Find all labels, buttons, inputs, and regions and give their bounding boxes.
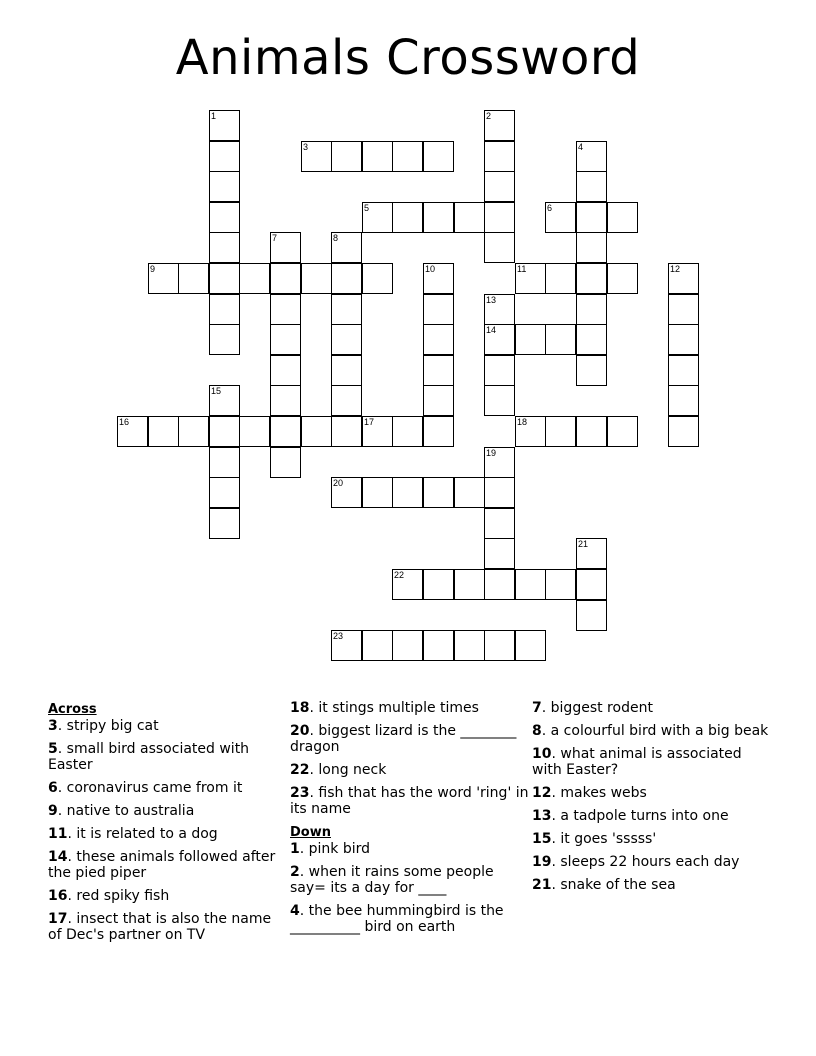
crossword-cell[interactable]: [209, 263, 240, 294]
clue-number-label: 6: [547, 203, 553, 213]
crossword-cell[interactable]: [576, 294, 607, 325]
down-heading: Down: [290, 825, 331, 840]
crossword-cell[interactable]: [484, 447, 515, 478]
crossword-cell[interactable]: [362, 477, 393, 508]
crossword-cell[interactable]: [423, 569, 454, 600]
clue-down-4: 4. the bee hummingbird is the __________ bird on earth: [290, 903, 504, 935]
crossword-cell[interactable]: [423, 630, 454, 661]
crossword-cell[interactable]: [668, 263, 699, 294]
clues-column-2: [290, 700, 530, 942]
crossword-cell[interactable]: [668, 324, 699, 355]
clue-number-label: 11: [517, 264, 527, 274]
crossword-cell[interactable]: [392, 569, 423, 600]
crossword-cell[interactable]: [668, 294, 699, 325]
crossword-cell[interactable]: [576, 538, 607, 569]
crossword-cell[interactable]: [209, 202, 240, 233]
crossword-cell[interactable]: [331, 477, 362, 508]
crossword-cell[interactable]: [484, 202, 515, 233]
clue-across-3: 3. stripy big cat: [48, 718, 159, 734]
crossword-cell[interactable]: [423, 202, 454, 233]
clue-across-9: 9. native to australia: [48, 803, 195, 819]
crossword-cell[interactable]: [423, 416, 454, 447]
crossword-cell[interactable]: [148, 416, 179, 447]
clue-down-10: 10. what animal is associated with Easter?: [532, 746, 742, 778]
clues-column-3: [532, 700, 772, 900]
clue-down-12: 12. makes webs: [532, 785, 647, 801]
crossword-cell[interactable]: [515, 263, 546, 294]
crossword-cell[interactable]: [576, 171, 607, 202]
clue-number-label: 20: [333, 478, 344, 488]
crossword-cell[interactable]: [209, 447, 240, 478]
crossword-cell[interactable]: [484, 630, 515, 661]
crossword-cell[interactable]: [148, 263, 179, 294]
crossword-cell[interactable]: [515, 630, 546, 661]
clue-number-label: 21: [578, 539, 589, 549]
crossword-cell[interactable]: [270, 416, 301, 447]
clue-down-8: 8. a colourful bird with a big beak: [532, 723, 769, 739]
crossword-cell[interactable]: [209, 232, 240, 263]
crossword-cell[interactable]: [178, 416, 209, 447]
crossword-cell[interactable]: [362, 630, 393, 661]
clue-number-label: 22: [394, 570, 405, 580]
clue-across-11: 11. it is related to a dog: [48, 826, 218, 842]
crossword-cell[interactable]: [484, 141, 515, 172]
crossword-cell[interactable]: [484, 232, 515, 263]
crossword-cell[interactable]: [301, 141, 332, 172]
clue-number-label: 1: [211, 111, 217, 121]
crossword-cell[interactable]: [484, 385, 515, 416]
crossword-cell[interactable]: [331, 416, 362, 447]
crossword-cell[interactable]: [545, 324, 576, 355]
crossword-cell[interactable]: [576, 263, 607, 294]
crossword-cell[interactable]: [576, 355, 607, 386]
crossword-cell[interactable]: [117, 416, 148, 447]
clue-down-2: 2. when it rains some people say= its a day for ____: [290, 864, 494, 896]
clue-number-label: 2: [486, 111, 492, 121]
crossword-cell[interactable]: [576, 569, 607, 600]
crossword-cell[interactable]: [607, 263, 638, 294]
crossword-cell[interactable]: [392, 416, 423, 447]
crossword-cell[interactable]: [454, 202, 485, 233]
crossword-cell[interactable]: [484, 538, 515, 569]
clue-down-21: 21. snake of the sea: [532, 877, 676, 893]
crossword-cell[interactable]: [515, 569, 546, 600]
crossword-cell[interactable]: [362, 416, 393, 447]
crossword-cell[interactable]: [515, 416, 546, 447]
clue-down-1: 1. pink bird: [290, 841, 371, 857]
crossword-cell[interactable]: [392, 202, 423, 233]
crossword-cell[interactable]: [270, 232, 301, 263]
clue-across-14: 14. these animals followed after the pied piper: [48, 849, 276, 881]
clue-number-label: 23: [333, 631, 344, 641]
crossword-cell[interactable]: [545, 202, 576, 233]
clue-across-23: 23. fish that has the word 'ring' in its name: [290, 785, 529, 817]
crossword-cell[interactable]: [362, 202, 393, 233]
crossword-cell[interactable]: [668, 355, 699, 386]
clue-number-label: 15: [211, 386, 222, 396]
crossword-cell[interactable]: [270, 385, 301, 416]
clue-down-7: 7. biggest rodent: [532, 700, 653, 716]
crossword-cell[interactable]: [423, 477, 454, 508]
clue-across-16: 16. red spiky fish: [48, 888, 170, 904]
clue-number-label: 10: [425, 264, 436, 274]
crossword-cell[interactable]: [576, 141, 607, 172]
clue-across-6: 6. coronavirus came from it: [48, 780, 243, 796]
crossword-cell[interactable]: [545, 263, 576, 294]
clue-down-19: 19. sleeps 22 hours each day: [532, 854, 740, 870]
crossword-cell[interactable]: [423, 294, 454, 325]
clue-number-label: 4: [578, 142, 584, 152]
crossword-cell[interactable]: [331, 294, 362, 325]
crossword-cell[interactable]: [209, 416, 240, 447]
crossword-cell[interactable]: [392, 141, 423, 172]
crossword-cell[interactable]: [484, 294, 515, 325]
clue-number-label: 9: [150, 264, 156, 274]
crossword-cell[interactable]: [209, 141, 240, 172]
clue-number-label: 14: [486, 325, 497, 335]
crossword-cell[interactable]: [423, 324, 454, 355]
crossword-cell[interactable]: [576, 232, 607, 263]
crossword-cell[interactable]: [331, 232, 362, 263]
clues-column-1: [48, 700, 278, 950]
crossword-cell[interactable]: [484, 355, 515, 386]
crossword-cell[interactable]: [545, 569, 576, 600]
crossword-cell[interactable]: [270, 324, 301, 355]
clue-down-13: 13. a tadpole turns into one: [532, 808, 729, 824]
crossword-cell[interactable]: [484, 110, 515, 141]
crossword-cell[interactable]: [392, 630, 423, 661]
clue-down-15: 15. it goes 'sssss': [532, 831, 657, 847]
clue-number-label: 18: [517, 417, 528, 427]
crossword-cell[interactable]: [270, 447, 301, 478]
crossword-cell[interactable]: [668, 385, 699, 416]
crossword-cell[interactable]: [484, 477, 515, 508]
crossword-cell[interactable]: [331, 630, 362, 661]
crossword-cell[interactable]: [270, 263, 301, 294]
crossword-cell[interactable]: [423, 355, 454, 386]
clue-across-20: 20. biggest lizard is the ________ dragon: [290, 723, 517, 755]
crossword-cell[interactable]: [607, 202, 638, 233]
crossword-cell[interactable]: [209, 324, 240, 355]
clue-number-label: 17: [364, 417, 375, 427]
crossword-cell[interactable]: [454, 477, 485, 508]
crossword-cell[interactable]: [331, 355, 362, 386]
crossword-cell[interactable]: [362, 141, 393, 172]
crossword-cell[interactable]: [515, 324, 546, 355]
clue-number-label: 5: [364, 203, 370, 213]
clue-across-17: 17. insect that is also the name of Dec's partner on TV: [48, 911, 272, 943]
crossword-cell[interactable]: [576, 600, 607, 631]
crossword-cell[interactable]: [209, 294, 240, 325]
crossword-cell[interactable]: [454, 630, 485, 661]
clue-across-18: 18. it stings multiple times: [290, 700, 479, 716]
crossword-cell[interactable]: [423, 263, 454, 294]
crossword-cell[interactable]: [270, 355, 301, 386]
page-title: Animals Crossword: [175, 30, 641, 86]
crossword-cell[interactable]: [331, 141, 362, 172]
clue-across-22: 22. long neck: [290, 762, 387, 778]
clue-number-label: 13: [486, 295, 497, 305]
crossword-cell[interactable]: [423, 385, 454, 416]
crossword-cell[interactable]: [301, 416, 332, 447]
clue-number-label: 8: [333, 233, 339, 243]
crossword-cell[interactable]: [239, 263, 270, 294]
crossword-cell[interactable]: [392, 477, 423, 508]
crossword-cell[interactable]: [301, 263, 332, 294]
crossword-cell[interactable]: [668, 416, 699, 447]
crossword-cell[interactable]: [576, 324, 607, 355]
across-heading: Across: [48, 702, 97, 717]
crossword-cell[interactable]: [209, 171, 240, 202]
crossword-cell[interactable]: [484, 569, 515, 600]
crossword-cell[interactable]: [484, 508, 515, 539]
crossword-cell[interactable]: [331, 263, 362, 294]
clue-across-5: 5. small bird associated with Easter: [48, 741, 250, 773]
crossword-cell[interactable]: [209, 508, 240, 539]
crossword-cell[interactable]: [209, 477, 240, 508]
crossword-cell[interactable]: [576, 202, 607, 233]
crossword-cell[interactable]: [270, 294, 301, 325]
crossword-cell[interactable]: [423, 141, 454, 172]
clue-number-label: 12: [670, 264, 681, 274]
crossword-cell[interactable]: [178, 263, 209, 294]
crossword-cell[interactable]: [454, 569, 485, 600]
crossword-cell[interactable]: [484, 171, 515, 202]
crossword-cell[interactable]: [331, 324, 362, 355]
crossword-cell[interactable]: [209, 385, 240, 416]
clue-number-label: 3: [303, 142, 309, 152]
clue-number-label: 19: [486, 448, 497, 458]
crossword-cell[interactable]: [484, 324, 515, 355]
crossword-cell[interactable]: [239, 416, 270, 447]
clue-number-label: 7: [272, 233, 278, 243]
crossword-cell[interactable]: [545, 416, 576, 447]
crossword-cell[interactable]: [362, 263, 393, 294]
crossword-cell[interactable]: [607, 416, 638, 447]
clue-number-label: 16: [119, 417, 130, 427]
crossword-cell[interactable]: [331, 385, 362, 416]
crossword-cell[interactable]: [576, 416, 607, 447]
crossword-cell[interactable]: [209, 110, 240, 141]
